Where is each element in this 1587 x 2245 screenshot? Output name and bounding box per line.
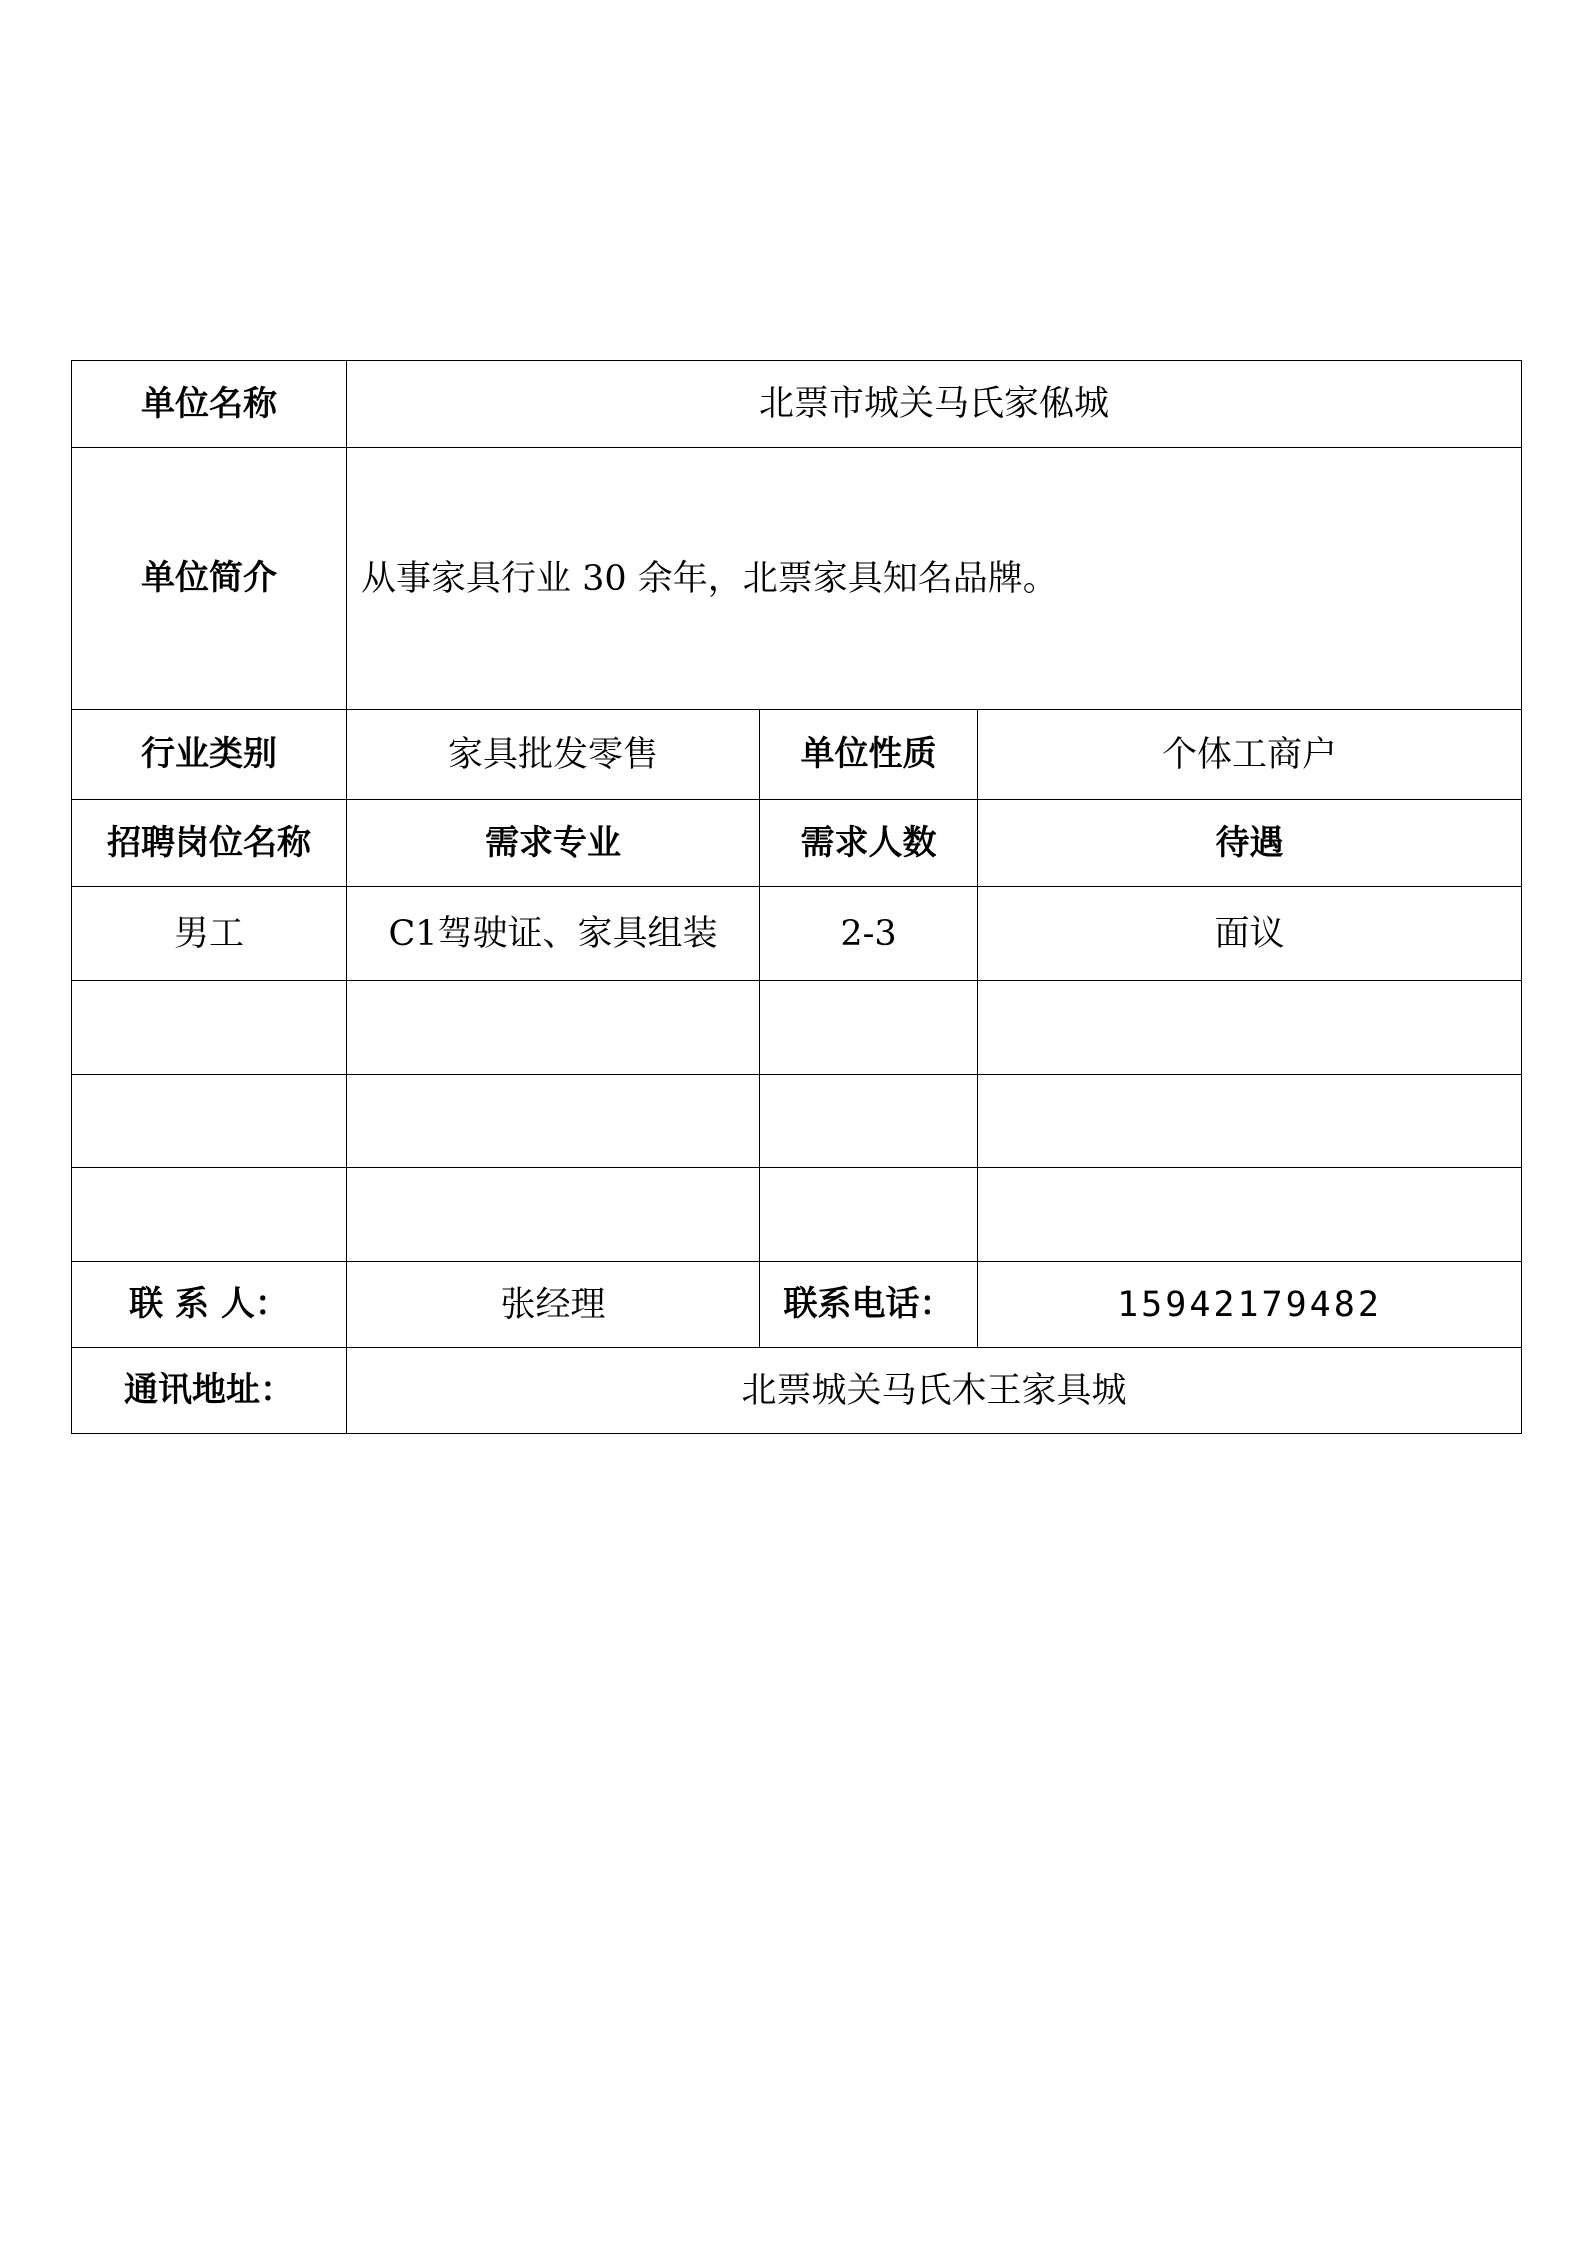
position-row (72, 1075, 1522, 1168)
company-intro-value: 从事家具行业 30 余年，北票家具知名品牌。 (347, 448, 1522, 710)
industry-value: 家具批发零售 (347, 710, 760, 800)
contact-person-value: 张经理 (347, 1262, 760, 1348)
position-major-cell (347, 1075, 760, 1168)
company-intro-label: 单位简介 (72, 448, 347, 710)
header-salary: 待遇 (978, 800, 1522, 887)
address-value: 北票城关马氏木王家具城 (347, 1348, 1522, 1434)
header-position: 招聘岗位名称 (72, 800, 347, 887)
position-major-cell (347, 981, 760, 1075)
position-name-cell (72, 1168, 347, 1262)
company-nature-value: 个体工商户 (978, 710, 1522, 800)
phone-label: 联系电话： (760, 1262, 978, 1348)
position-count-cell: 2-3 (760, 887, 978, 981)
position-count-cell (760, 981, 978, 1075)
header-major: 需求专业 (347, 800, 760, 887)
position-row (72, 1168, 1522, 1262)
phone-value: 15942179482 (978, 1262, 1522, 1348)
position-row (72, 887, 1522, 981)
position-count-cell (760, 1075, 978, 1168)
position-name-cell: 男工 (72, 887, 347, 981)
recruitment-form-table (71, 360, 1522, 1434)
industry-row (72, 710, 1522, 800)
position-salary-cell (978, 1168, 1522, 1262)
position-salary-cell: 面议 (978, 887, 1522, 981)
position-major-cell: C1驾驶证、家具组装 (347, 887, 760, 981)
position-salary-cell (978, 981, 1522, 1075)
company-name-row (72, 361, 1522, 448)
company-name-label: 单位名称 (72, 361, 347, 448)
positions-header-row (72, 800, 1522, 887)
industry-label: 行业类别 (72, 710, 347, 800)
address-row (72, 1348, 1522, 1434)
position-count-cell (760, 1168, 978, 1262)
position-salary-cell (978, 1075, 1522, 1168)
header-count: 需求人数 (760, 800, 978, 887)
company-name-value: 北票市城关马氏家俬城 (347, 361, 1522, 448)
contact-row (72, 1262, 1522, 1348)
address-label: 通讯地址： (72, 1348, 347, 1434)
position-name-cell (72, 1075, 347, 1168)
contact-person-label: 联 系 人： (72, 1262, 347, 1348)
position-row (72, 981, 1522, 1075)
company-intro-row (72, 448, 1522, 710)
position-name-cell (72, 981, 347, 1075)
position-major-cell (347, 1168, 760, 1262)
company-nature-label: 单位性质 (760, 710, 978, 800)
